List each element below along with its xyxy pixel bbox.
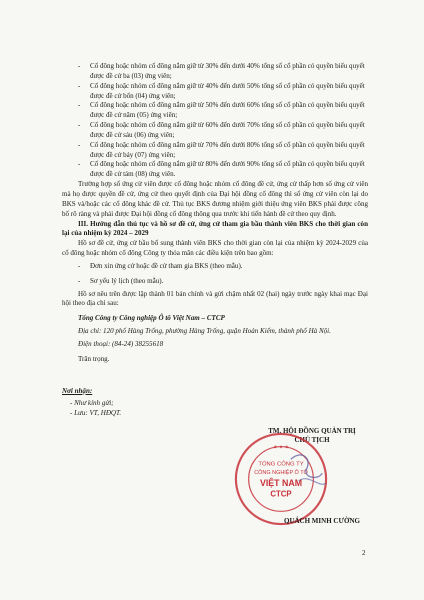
submission-paragraph: Hồ sơ nêu trên được lập thành 01 bản chính và gửi chậm nhất 02 (hai) ngày trước ngày khai mạc Đại hội theo địa chỉ sau: (62, 289, 368, 308)
list-item: - Cổ đông hoặc nhóm cổ đông nắm giữ từ 30% đến dưới 40% tổng số cổ phần có quyền biểu quyết được đề cử ba (03) ứng viên; (78, 62, 365, 80)
company-name: Tổng Công ty Công nghiệp Ô tô Việt Nam – CTCP (78, 314, 225, 323)
company-seal-stamp (232, 430, 330, 528)
dossier-paragraph: Hồ sơ đề cử, ứng cử bầu bổ sung thành viên BKS cho thời gian còn lại của nhiệm kỳ 2024-2029 của cổ đông hoặc nhóm cổ đông Công ty thỏa mãn các điều kiện trên bao gồm: (62, 239, 368, 258)
section-heading: III. Hướng dẫn thủ tục và hồ sơ đề cử, ứng cử tham gia bầu thành viên BKS cho thời gian còn lại của nhiệm kỳ 2024 – 2029 (62, 219, 368, 238)
recipients-block (62, 387, 368, 420)
list-item: - Đơn xin ứng cử hoặc đề cử tham gia BKS (theo mẫu). (78, 261, 243, 270)
list-item: - Cổ đông hoặc nhóm cổ đông nắm giữ từ 70% đến dưới 80% tổng số cổ phần có quyền biểu quyết được đề cử bảy (07) ứng viên; (78, 140, 365, 159)
page-number: 2 (362, 549, 366, 557)
company-phone: Điện thoại: (84-24) 38255618 (78, 339, 164, 348)
stamp-line: TỔNG CÔNG TY (258, 461, 304, 468)
nomination-bullets (62, 62, 368, 180)
stamp-line: VIỆT NAM (259, 477, 303, 488)
recipient-item: - Lưu: VT, HĐQT. (70, 409, 122, 418)
company-address: Địa chỉ: 120 phố Hàng Trống, phường Hàng Trống, quận Hoàn Kiếm, thành phố Hà Nội. (78, 327, 331, 336)
list-item: - Cổ đông hoặc nhóm cổ đông nắm giữ từ 50% đến dưới 60% tổng số cổ phần có quyền biểu quyết được đề cử năm (05) ứng viên; (78, 101, 365, 120)
recipient-item: - Như kính gửi; (70, 399, 114, 408)
recipients-title: Nơi nhận: (62, 386, 93, 395)
list-item: - Sơ yếu lý lịch (theo mẫu). (78, 276, 164, 285)
closing-text: Trân trọng. (78, 354, 110, 363)
signer-name: QUÁCH MINH CƯỜNG (284, 517, 360, 525)
stamp-line: CÔNG NGHIỆP Ô TÔ (254, 470, 308, 477)
stamp-line: CTCP (270, 489, 292, 499)
list-item: - Cổ đông hoặc nhóm cổ đông nắm giữ từ 40% đến dưới 50% tổng số cổ phần có quyền biểu quyết được đề cử bốn (04) ứng viên; (78, 81, 365, 100)
list-item: - Cổ đông hoặc nhóm cổ đông nắm giữ từ 60% đến dưới 70% tổng số cổ phần có quyền biểu quyết được đề cử sáu (06) ứng viên; (78, 121, 365, 139)
list-item: - Cổ đông hoặc nhóm cổ đông nắm giữ từ 80% đến dưới 90% tổng số cổ phần có quyền biểu quyết được đề cử tám (08) ứng viên. (78, 160, 365, 179)
shortfall-paragraph: Trường hợp số ứng cử viên được cổ đông hoặc nhóm cổ đông đề cử, ứng cử thấp hơn số ứng cử viên mà họ được quyền đề cử, ứng cử theo quyết định của Đại hội đồng cổ đông thì số ứng cử viên còn lại do BKS và/hoặc các cổ đông khác đề cử. Thủ tục BKS đương nhiệm giới thiệu ứng viên BKS phải được công bố rõ ràng và phải được Đại hội đồng cổ đông thông qua trước khi tiến hành đề cử theo quy định. (62, 180, 368, 218)
signature-org: TM. HỘI ĐỒNG QUẢN TRỊ (268, 427, 356, 435)
signature-role: CHỦ TỊCH (294, 436, 330, 444)
svg-text:★ ★ ★: ★ ★ ★ (273, 445, 289, 451)
